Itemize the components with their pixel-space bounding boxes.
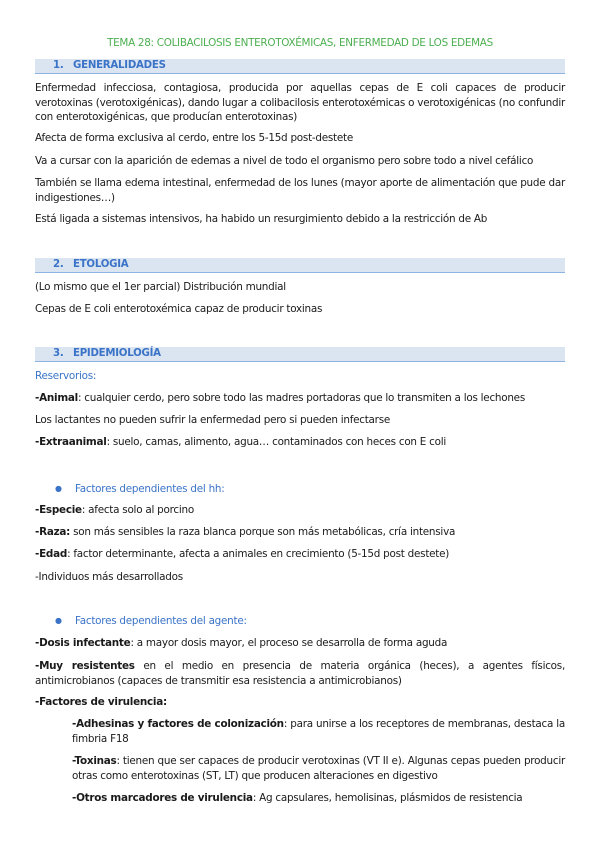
paragraph (35, 695, 565, 710)
term: -Adhesinas y factores de colonización (72, 718, 284, 730)
paragraph (35, 391, 565, 406)
term: -Toxinas (72, 755, 117, 767)
text: : suelo, camas, alimento, agua… contaminados con heces con E coli (106, 436, 447, 448)
text: : cualquier cerdo, pero sobre todo las madres portadoras que lo transmiten a los lechones (77, 392, 525, 404)
paragraph (35, 525, 565, 540)
bullet-label: Factores dependientes del agente: (75, 615, 247, 627)
text: : afecta solo al porcino (81, 504, 194, 516)
section-header-epidemiologia (35, 347, 565, 362)
section-number: 3. (53, 348, 64, 359)
bullet-label: Factores dependientes del hh: (75, 483, 225, 495)
text: : Ag capsulares, hemolisinas, plásmidos de resistencia (252, 792, 523, 804)
paragraph: También se llama edema intestinal, enfermedad de los lunes (mayor aporte de alimentación que pude dar indigestiones…) (35, 177, 565, 204)
text: : factor determinante, afecta a animales en crecimiento (5-15d post destete) (67, 548, 450, 560)
paragraph (72, 754, 565, 783)
bullet-icon: ● (55, 616, 62, 625)
section-label: GENERALIDADES (73, 60, 166, 71)
text: son más sensibles la raza blanca porque son más metabólicas, cría intensiva (70, 526, 456, 538)
page-title: TEMA 28: COLIBACILOSIS ENTEROTOXÉMICAS, ENFERMEDAD DE LOS EDEMAS (107, 37, 493, 49)
term: -Edad (35, 548, 68, 560)
term: -Extraanimal (35, 436, 107, 448)
paragraph (35, 435, 565, 450)
paragraph: Afecta de forma exclusiva al cerdo, entre los 5-15d post-destete (35, 132, 353, 144)
text: : para unirse a los receptores de membranas, destaca la fimbria F18 (72, 718, 565, 745)
paragraph: (Lo mismo que el 1er parcial) Distribución mundial (35, 281, 286, 293)
paragraph (35, 547, 565, 562)
text: : a mayor dosis mayor, el proceso se desarrolla de forma aguda (130, 637, 448, 649)
text: : tienen que ser capaces de producir verotoxinas (VT II e). Algunas cepas pueden producir otras como enterotoxinas (ST, LT) que producen alteraciones en digestivo (72, 755, 565, 782)
section-header-generalidades (35, 59, 565, 74)
term: -Factores de virulencia: (35, 696, 167, 708)
paragraph (35, 659, 565, 688)
paragraph (72, 717, 565, 746)
paragraph: Va a cursar con la aparición de edemas a nivel de todo el organismo pero sobre todo a nivel cefálico (35, 155, 534, 167)
section-label: ETOLOGIA (73, 259, 129, 270)
term: -Otros marcadores de virulencia (72, 792, 253, 804)
paragraph: Cepas de E coli enterotoxémica capaz de producir toxinas (35, 303, 323, 315)
bullet-item (55, 482, 585, 497)
bullet-icon: ● (55, 484, 62, 493)
paragraph: -Individuos más desarrollados (35, 571, 183, 583)
term: -Dosis infectante (35, 637, 131, 649)
term: -Raza: (35, 526, 71, 538)
subheading-reservorios: Reservorios: (35, 370, 97, 382)
paragraph (72, 791, 565, 806)
section-header-etologia (35, 258, 565, 273)
paragraph: Enfermedad infecciosa, contagiosa, producida por aquellas cepas de E coli capaces de producir verotoxinas (verotoxigénicas), dando lugar a colibacilosis enterotoxémicas o verotoxigénicas (no confundir con enterotoxigénicas, que producían enterotoxinas) (35, 82, 565, 123)
paragraph (35, 503, 565, 518)
term: -Muy resistentes (35, 660, 135, 672)
section-number: 1. (53, 60, 64, 71)
paragraph: Está ligada a sistemas intensivos, ha habido un resurgimiento debido a la restricción de Ab (35, 213, 488, 225)
paragraph: Los lactantes no pueden sufrir la enfermedad pero si pueden infectarse (35, 414, 390, 426)
section-number: 2. (53, 259, 64, 270)
paragraph (35, 636, 565, 651)
text: en el medio en presencia de materia orgánica (heces), a agentes físicos, antimicrobianos (capaces de transmitir esa resistencia a antimicrobianos) (35, 660, 565, 687)
bullet-item (55, 614, 585, 629)
section-label: EPIDEMIOLOGÍA (73, 348, 161, 359)
term: -Animal (35, 392, 78, 404)
term: -Especie (35, 504, 82, 516)
